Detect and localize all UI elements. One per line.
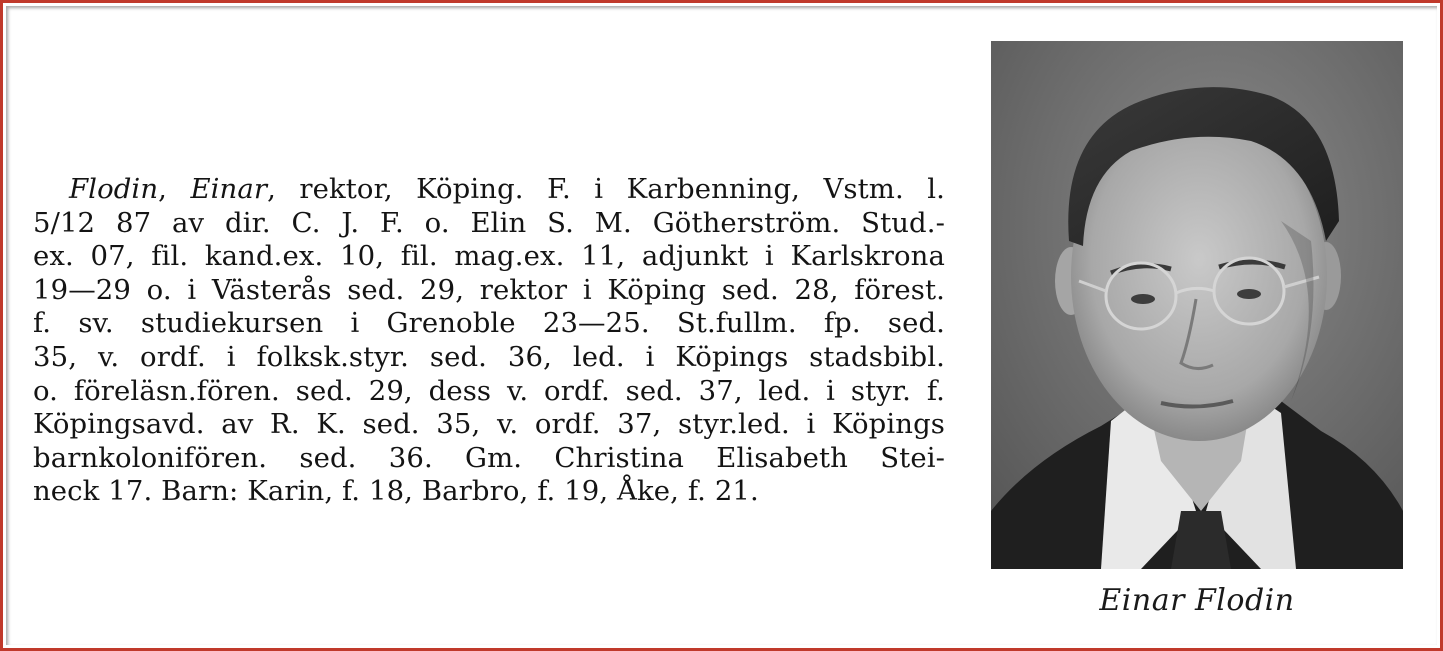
entry-given-name: Einar	[190, 173, 268, 205]
entry-separator: ,	[158, 173, 191, 205]
entry-line-6: 35, v. ordf. i folksk.styr. sed. 36, led. i Köpings stadsbibl.	[33, 340, 945, 373]
entry-line-1-rest: , rektor, Köping. F. i Karbenning, Vstm. l.	[267, 173, 945, 205]
entry-line-5: f. sv. studiekursen i Grenoble 23—25. St.fullm. fp. sed.	[33, 307, 945, 340]
entry-line-3: ex. 07, fil. kand.ex. 10, fil. mag.ex. 11, adjunkt i Karlskrona	[33, 240, 945, 273]
entry-line-10: neck 17. Barn: Karin, f. 18, Barbro, f. 19, Åke, f. 21.	[33, 475, 759, 508]
entry-line-1	[33, 173, 945, 207]
entry-line-9: barnkolonifören. sed. 36. Gm. Christina Elisabeth Stei-	[33, 441, 945, 474]
entry-line-8: Köpingsavd. av R. K. sed. 35, v. ordf. 37, styr.led. i Köpings	[33, 408, 945, 441]
biography-entry	[33, 173, 945, 509]
entry-line-4: 19—29 o. i Västerås sed. 29, rektor i Köping sed. 28, förest.	[33, 273, 945, 306]
portrait-illustration	[991, 41, 1403, 569]
portrait-photo	[991, 41, 1403, 569]
entry-line-7: o. föreläsn.fören. sed. 29, dess v. ordf. sed. 37, led. i styr. f.	[33, 374, 945, 407]
entry-surname: Flodin	[69, 173, 159, 205]
entry-line-2: 5/12 87 av dir. C. J. F. o. Elin S. M. Götherström. Stud.-	[33, 206, 945, 239]
portrait-caption: Einar Flodin	[1099, 583, 1295, 618]
